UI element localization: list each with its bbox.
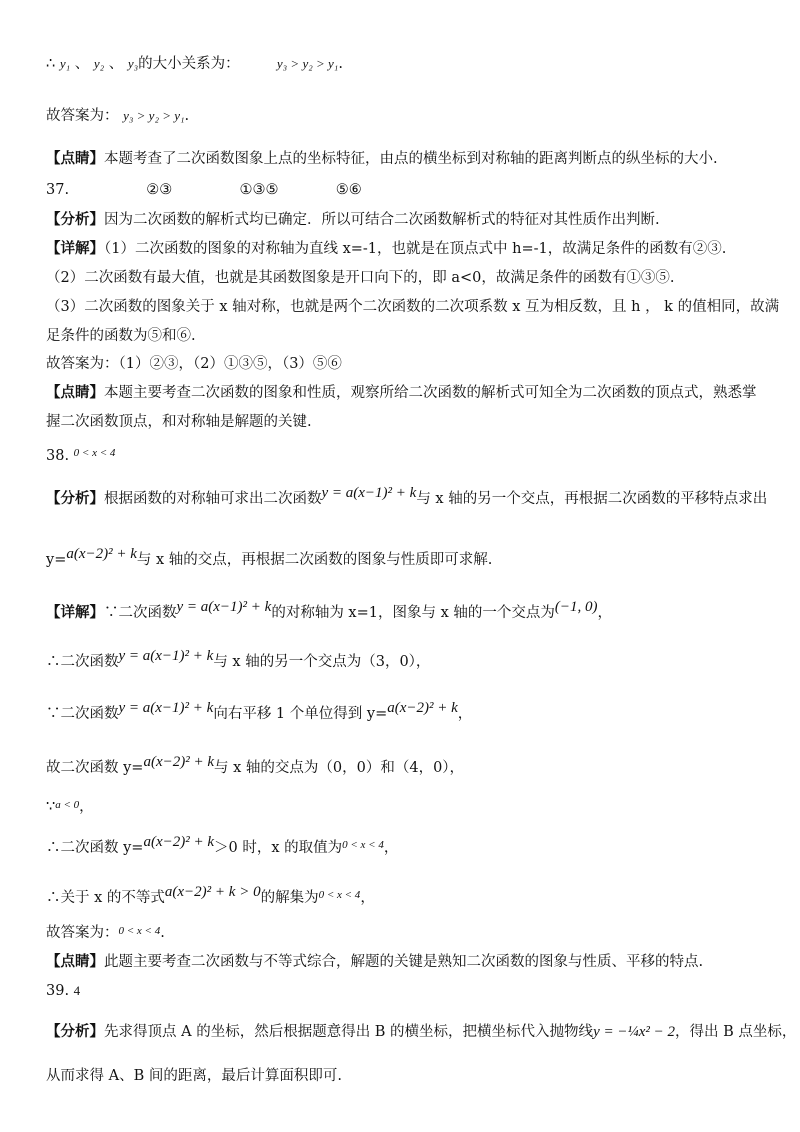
comment-line — [46, 149, 758, 169]
answer-text: 故答案为：（1）②③，（2）①③⑤，（3）⑤⑥ — [46, 356, 342, 372]
analysis-tag: 【分析】 — [46, 490, 104, 507]
analysis-tag: 【分析】 — [46, 211, 104, 228]
comment-tag: 【点睛】 — [46, 384, 104, 401]
detail-text: 足条件的函数为⑤和⑥. — [46, 328, 196, 344]
period: . — [338, 56, 343, 72]
range-formula: 0 < x < 4 — [342, 839, 384, 851]
analysis-text: 与 x 轴的交点，再根据二次函数的图象与性质即可求解. — [136, 552, 493, 568]
comma: ， — [457, 706, 473, 722]
detail-text: （3）二次函数的图象关于 x 轴对称，也就是两个二次函数的二次项系数 x 互为相反数，且 h ， k 的值相同，故满 — [46, 299, 780, 315]
analysis-text: y= — [46, 552, 67, 568]
q38-detail-3 — [46, 700, 758, 724]
detail-text: （2）二次函数有最大值，也就是其函数图象是开口向下的，即 a<0，故满足条件的函数有①③⑤. — [46, 270, 675, 286]
answer-label: 故答案为： — [46, 108, 119, 124]
detail-text: 的解集为 — [260, 890, 319, 906]
question-38-header — [46, 446, 758, 467]
detail-text: 与 x 轴的交点为（0，0）和（4，0）， — [214, 760, 465, 776]
range-formula: 0 < x < 4 — [318, 889, 361, 901]
period: . — [184, 108, 190, 124]
detail-text: ∴二次函数 — [46, 654, 119, 670]
point-formula: (−1, 0) — [554, 599, 598, 615]
answer-label: 故答案为： — [46, 925, 119, 941]
comment-text: 此题主要考查二次函数与不等式综合，解题的关键是熟知二次函数的图象与性质、平移的特点. — [104, 954, 704, 970]
answer-2: ①③⑤ — [239, 182, 279, 198]
comment-tag: 【点睛】 — [46, 953, 104, 970]
detail-text: ∴二次函数 y= — [46, 840, 144, 856]
formula-parabola-2: a(x−2)² + k — [66, 546, 137, 562]
q37-detail-3b — [46, 326, 758, 346]
comma: ， — [383, 840, 399, 856]
formula-parabola-3: y = −¼x² − 2 — [593, 1024, 675, 1040]
answer-formula: 0 < x < 4 — [118, 925, 161, 937]
q37-detail-2 — [46, 268, 758, 288]
relation-conclusion-line — [46, 54, 758, 74]
formula-parabola-1: y = a(x−1)² + k — [118, 648, 214, 664]
condition-formula: a < 0 — [55, 799, 80, 811]
comment-text: 握二次函数顶点，和对称轴是解题的关键. — [46, 414, 312, 430]
detail-tag: 【详解】 — [46, 240, 104, 257]
q37-answer — [46, 354, 758, 374]
q38-detail-7 — [46, 884, 758, 909]
answer-3: ⑤⑥ — [335, 182, 362, 198]
detail-text: 的对称轴为 x=1，图象与 x 轴的一个交点为 — [271, 605, 555, 621]
separator: 、 — [74, 56, 90, 72]
comment-text: 本题主要考查二次函数的图象和性质，观察所给二次函数的解析式可知全为二次函数的顶点式，熟悉掌 — [104, 385, 757, 401]
q38-answer — [46, 923, 758, 944]
formula-parabola-2: a(x−2)² + k — [143, 834, 214, 850]
because-symbol: ∵ — [46, 799, 56, 815]
question-number: 38. — [46, 448, 70, 464]
answer-formula: 0 < x < 4 — [73, 447, 116, 459]
formula-parabola-1: y = a(x−1)² + k — [321, 485, 417, 501]
q39-analysis-b — [46, 1066, 758, 1086]
analysis-text: 与 x 轴的另一个交点，再根据二次函数的平移特点求出 — [416, 491, 768, 507]
comment-tag: 【点睛】 — [46, 150, 104, 167]
q38-detail-4 — [46, 754, 758, 778]
q37-comment-a — [46, 383, 758, 403]
analysis-text: 从而求得 A、B 间的距离，最后计算面积即可. — [46, 1068, 342, 1084]
q38-detail-2 — [46, 648, 758, 672]
q37-detail-3a — [46, 297, 780, 317]
therefore-symbol: ∴ — [46, 56, 56, 72]
analysis-text: 因为二次函数的解析式均已确定．所以可结合二次函数解析式的特征对其性质作出判断. — [104, 212, 660, 228]
comma: ， — [360, 890, 375, 906]
question-39-header — [46, 981, 758, 1001]
detail-text: 与 x 轴的另一个交点为（3，0）， — [213, 654, 431, 670]
answer-value: 4 — [73, 983, 81, 998]
q38-detail-5 — [46, 797, 758, 818]
q38-comment — [46, 952, 758, 972]
detail-tag: 【详解】 — [46, 604, 104, 621]
analysis-text: 根据函数的对称轴可求出二次函数 — [104, 491, 322, 507]
question-number: 39. — [46, 983, 70, 999]
analysis-tag: 【分析】 — [46, 1023, 104, 1040]
var-y3: y₃ — [127, 56, 139, 71]
answer-formula: y₃ > y₂ > y₁ — [123, 108, 185, 123]
q38-analysis-b — [46, 546, 758, 570]
relation-formula: y₃ > y₂ > y₁ — [276, 56, 339, 71]
analysis-text: 先求得顶点 A 的坐标，然后根据题意得出 B 的横坐标，把横坐标代入抛物线 — [104, 1024, 594, 1040]
detail-text: ＞0 时，x 的取值为 — [214, 840, 343, 856]
answer-line — [46, 106, 758, 126]
analysis-text: ，得出 B 点坐标， — [675, 1024, 797, 1040]
detail-text: ∵二次函数 — [46, 706, 119, 722]
var-y1: y₁ — [59, 56, 71, 71]
q38-analysis-a — [46, 485, 768, 509]
detail-text: ∴关于 x 的不等式 — [46, 890, 165, 906]
detail-text: 故二次函数 y= — [46, 760, 144, 776]
period: . — [160, 925, 165, 941]
detail-text: 向右平移 1 个单位得到 y= — [213, 706, 388, 722]
q38-detail-6 — [46, 834, 758, 859]
q37-detail-1 — [46, 239, 758, 259]
separator: 、 — [108, 56, 124, 72]
formula-parabola-2: a(x−2)² + k — [387, 700, 458, 716]
comment-text: 本题考查了二次函数图象上点的坐标特征，由点的横坐标到对称轴的距离判断点的纵坐标的大小. — [104, 151, 718, 167]
detail-text: （1）二次函数的图象的对称轴为直线 x=-1，也就是在顶点式中 h=-1，故满足条件的函数有②③. — [104, 241, 727, 257]
q39-analysis-a — [46, 1022, 797, 1042]
inequality-formula: a(x−2)² + k > 0 — [164, 884, 261, 900]
detail-text: ∵二次函数 — [104, 605, 177, 621]
q38-detail-1 — [46, 599, 758, 623]
question-number: 37. — [46, 182, 70, 198]
formula-parabola-2: a(x−2)² + k — [143, 754, 214, 770]
comma: ， — [597, 605, 613, 621]
comma: ， — [79, 799, 94, 815]
relation-text: 的大小关系为： — [138, 56, 240, 72]
question-37-header — [46, 180, 758, 200]
answer-1: ②③ — [146, 182, 173, 198]
q37-analysis — [46, 210, 758, 230]
formula-parabola-1: y = a(x−1)² + k — [176, 599, 272, 615]
q37-comment-b — [46, 412, 758, 432]
formula-parabola-1: y = a(x−1)² + k — [118, 700, 214, 716]
var-y2: y₂ — [93, 56, 105, 71]
